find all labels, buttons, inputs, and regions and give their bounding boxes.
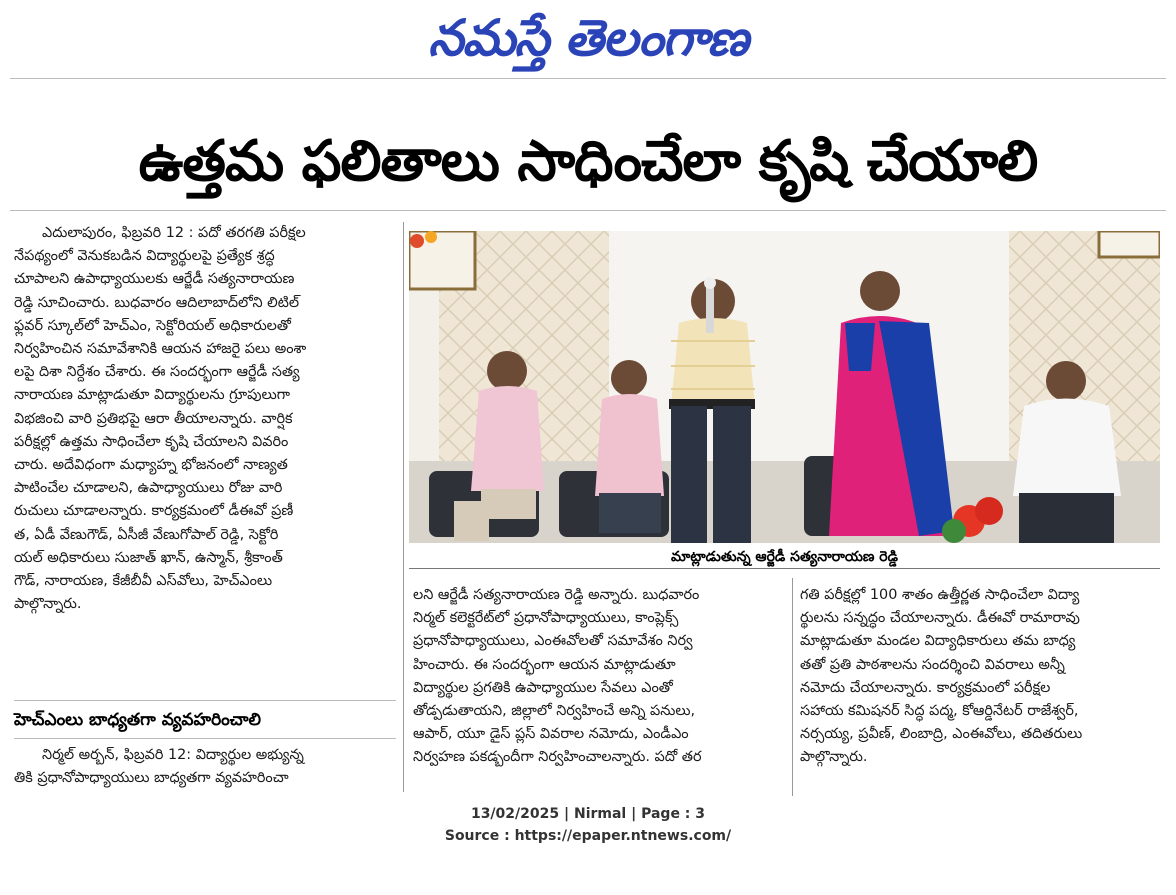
- article-line: రుచులు చూడాలన్నారు. కార్యక్రమంలో డీఈవో ప్రణీ: [14, 503, 294, 520]
- article2-col2: [413, 584, 785, 770]
- newspaper-masthead: నమస్తే తెలంగాణ: [428, 9, 748, 67]
- article-line: పాటించేల చూడాలని, ఉపాధ్యాయులు రోజు వారి: [14, 480, 283, 497]
- subarticle-divider-bottom: [14, 738, 396, 739]
- article-line: నిర్వహించిన సమావేశానికి ఆయన హాజరై పలు అంశా: [14, 341, 307, 358]
- article-line: పాల్గొన్నారు.: [800, 749, 868, 766]
- article-line: నర్సయ్య, ప్రవీణ్, లింబాద్రి, ఎంఈవోలు, తదితరులు: [800, 726, 1083, 743]
- article-line: చారు. అదేవిధంగా మధ్యాహ్న భోజనంలో నాణ్యత: [14, 457, 288, 474]
- article2-col1: [14, 744, 396, 790]
- article-line: ఫ్లవర్ స్కూల్‌లో హెచ్‌ఎం, సెక్టోరియల్ అధికారులతో: [14, 317, 291, 334]
- source-link[interactable]: Source : https://epaper.ntnews.com/: [444, 828, 732, 844]
- article-line: గౌడ్, నారాయణ, కేజీబీవీ ఎస్‌వోలు, హెచ్‌ఎంలు: [14, 573, 273, 590]
- article-line: హించారు. ఈ సందర్భంగా ఆయన మాట్లాడుతూ: [413, 656, 676, 673]
- subarticle-title: హెచ్‌ఎంలు బాధ్యతగా వ్యవహరించాలి: [14, 710, 261, 730]
- article-line: యల్ అధికారులు సుజాత్ ఖాన్, ఉస్మాన్, శ్రీకాంత్: [14, 549, 283, 566]
- article-line: నిర్వహణ పకడ్బందీగా నిర్వహించాలన్నారు. పదో తర: [413, 749, 702, 766]
- article1-body: [14, 222, 396, 616]
- article-line: రెడ్డి సూచించారు. బుధవారం ఆదిలాబాద్‌లోని లిటిల్: [14, 294, 300, 311]
- article-line: ప్రధానోపాధ్యాయులు, ఎంఈవోలతో సమావేశం నిర్వ: [413, 633, 693, 650]
- article-line: ఎదులాపురం, ఫిబ్రవరి 12 : పదో తరగతి పరీక్షల: [42, 225, 306, 241]
- article2-col3: [800, 584, 1164, 770]
- edition-info: 13/02/2025 | Nirmal | Page : 3: [470, 806, 706, 822]
- news-photo: [409, 231, 1160, 543]
- column-divider: [403, 222, 404, 792]
- article-line: నిర్మల్ కలెక్టరేట్‌లో ప్రధానోపాధ్యాయులు, కాంప్లెక్స్: [413, 610, 679, 627]
- article-line: పాల్గొన్నారు.: [14, 596, 82, 613]
- masthead-divider: [10, 78, 1166, 79]
- headline-divider: [10, 210, 1166, 211]
- photo-caption: మాట్లాడుతున్న ఆర్జేడీ సత్యనారాయణ రెడ్డి: [409, 546, 1160, 569]
- article-line: నిర్మల్ అర్బన్, ఫిబ్రవరి 12: విద్యార్థుల అభ్యున్న: [42, 747, 304, 763]
- article-line: పరీక్షల్లో ఉత్తమ సాధించేలా కృషి చేయాలని వివరిం: [14, 433, 289, 450]
- article-line: తికి ప్రధానోపాధ్యాయులు బాధ్యతగా వ్యవహరించా: [14, 770, 289, 787]
- article-line: సహాయ కమిషనర్ సిద్ధ పద్మ, కోఆర్డినేటర్ రాజేశ్వర్,: [800, 703, 1079, 720]
- article-line: లపై దిశా నిర్దేశం చేశారు. ఈ సందర్భంగా ఆర్జేడీ సత్య: [14, 364, 300, 381]
- subarticle-divider-top: [14, 700, 396, 701]
- article-line: చూపాలని ఉపాధ్యాయులకు ఆర్జేడీ సత్యనారాయణ: [14, 271, 295, 288]
- article-line: విద్యార్థుల ప్రగతికి ఉపాధ్యాయుల సేవలు ఎంతో: [413, 679, 673, 696]
- article-line: త, ఏడీ వేణుగౌడ్, ఏసీజీ వేణుగోపాల్ రెడ్డి, సెక్టోరి: [14, 526, 279, 543]
- article-line: తతో ప్రతి పాఠశాలను సందర్శించి వివరాలు అన్నీ: [800, 656, 1065, 673]
- article-line: గతి పరీక్షల్లో 100 శాతం ఉత్తీర్ణత సాధించేలా విద్యా: [800, 587, 1080, 603]
- article-line: మాట్లాడుతూ మండల విద్యాధికారులు తమ బాధ్య: [800, 633, 1076, 650]
- article-line: విభజించి వారి ప్రతిభపై ఆరా తీయాలన్నారు. వార్షిక: [14, 410, 293, 427]
- article-line: నేపథ్యంలో వెనుకబడిన విద్యార్థులపై ప్రత్యేక శ్రద్ధ: [14, 248, 275, 265]
- column-divider: [792, 578, 793, 796]
- article-headline: ఉత్తమ ఫలితాలు సాధించేలా కృషి చేయాలి: [138, 129, 1038, 194]
- article-line: నారాయణ మాట్లాడుతూ విద్యార్థులను గ్రూపులుగా: [14, 387, 290, 404]
- article-line: ర్థులను సన్నద్ధం చేయాలన్నారు. డీఈవో రామారావు: [800, 610, 1080, 627]
- article-line: ఆపార్, యూ డైస్ ప్లస్ వివరాల నమోదు, ఎండీఎం: [413, 726, 689, 743]
- article-line: లని ఆర్జేడీ సత్యనారాయణ రెడ్డి అన్నారు. బుధవారం: [413, 587, 700, 603]
- meeting-photo-illustration: [409, 231, 1160, 543]
- article-line: నమోదు చేయాలన్నారు. కార్యక్రమంలో పరీక్షల: [800, 679, 1051, 696]
- article-line: తోడ్పడుతాయని, జిల్లాలో నిర్వహించే అన్ని పనులు,: [413, 703, 696, 720]
